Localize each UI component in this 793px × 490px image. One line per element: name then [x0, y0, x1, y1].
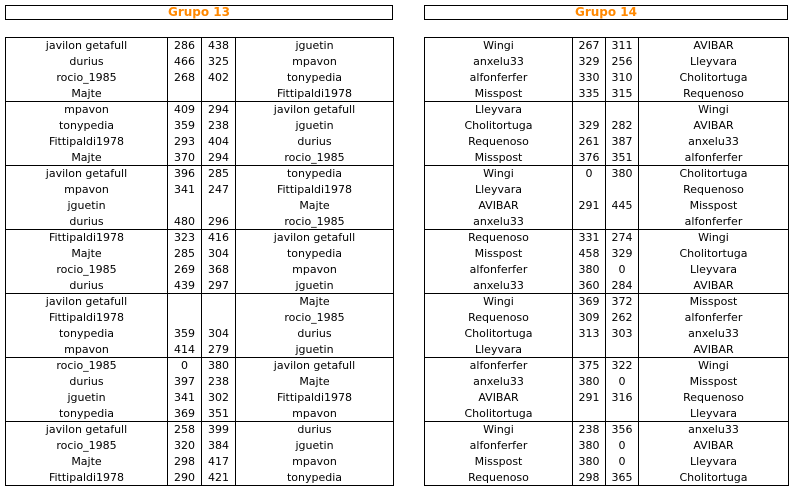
- match-row: [6, 454, 394, 470]
- match-row: [6, 150, 394, 166]
- away-player: AVIBAR: [693, 119, 734, 132]
- away-score: 284: [606, 278, 639, 294]
- away-player: Fittipaldi1978: [276, 86, 353, 100]
- away-player: tonypedia: [236, 166, 394, 182]
- match-row: [6, 390, 394, 406]
- away-score: 380: [606, 166, 639, 182]
- home-score: 269: [168, 262, 202, 278]
- home-player: Majte: [71, 86, 102, 100]
- match-row: [425, 326, 789, 342]
- away-score: [202, 294, 236, 310]
- home-player: rocio_1985: [56, 71, 117, 84]
- match-row: [425, 342, 789, 358]
- home-player: Majte: [71, 247, 102, 260]
- away-player: alfonferfer: [684, 214, 743, 228]
- home-score: 285: [168, 246, 202, 262]
- home-score: 439: [168, 278, 202, 294]
- match-row: [425, 374, 789, 390]
- away-score: 351: [202, 406, 236, 422]
- away-score: 356: [606, 422, 639, 438]
- home-score: 396: [168, 166, 202, 182]
- away-player: Fittipaldi1978: [276, 183, 353, 196]
- away-player: jguetin: [295, 439, 334, 452]
- home-score: 376: [573, 150, 606, 166]
- away-score: [202, 310, 236, 326]
- away-player: Cholitortuga: [679, 71, 748, 84]
- away-player: javilon getafull: [236, 230, 394, 246]
- away-player: durius: [297, 135, 332, 148]
- match-row: [6, 38, 394, 54]
- home-player: tonypedia: [58, 327, 115, 340]
- home-score: 286: [168, 38, 202, 54]
- match-row: [6, 406, 394, 422]
- away-player: jguetin: [295, 342, 334, 356]
- home-score: 258: [168, 422, 202, 438]
- match-row: [6, 278, 394, 294]
- home-player: javilon getafull: [6, 38, 168, 54]
- match-row: [425, 294, 789, 310]
- home-player: alfonferfer: [469, 263, 528, 276]
- home-score: 414: [168, 342, 202, 358]
- home-score: 480: [168, 214, 202, 230]
- match-row: [6, 102, 394, 118]
- home-score: 329: [573, 118, 606, 134]
- home-score: [168, 86, 202, 102]
- away-score: 417: [202, 454, 236, 470]
- home-score: 458: [573, 246, 606, 262]
- away-player: alfonferfer: [684, 150, 743, 164]
- home-player: jguetin: [67, 391, 106, 404]
- away-score: 368: [202, 262, 236, 278]
- home-player: anxelu33: [473, 55, 524, 68]
- match-row: [6, 374, 394, 390]
- match-row: [6, 86, 394, 102]
- away-score: 416: [202, 230, 236, 246]
- home-player: Lleyvara: [475, 342, 522, 356]
- away-score: 238: [202, 374, 236, 390]
- home-score: 369: [573, 294, 606, 310]
- home-score: 341: [168, 182, 202, 198]
- home-score: 335: [573, 86, 606, 102]
- match-row: [425, 422, 789, 438]
- away-player: Requenoso: [683, 391, 744, 404]
- home-player: Fittipaldi1978: [6, 230, 168, 246]
- away-player: anxelu33: [688, 135, 739, 148]
- away-score: 296: [202, 214, 236, 230]
- away-player: AVIBAR: [693, 342, 734, 356]
- home-player: rocio_1985: [56, 263, 117, 276]
- home-score: 375: [573, 358, 606, 374]
- home-score: [573, 214, 606, 230]
- away-score: 304: [202, 246, 236, 262]
- away-player: Wingi: [639, 358, 789, 374]
- home-player: jguetin: [67, 199, 106, 212]
- home-player: Misspost: [474, 455, 523, 468]
- away-player: AVIBAR: [693, 278, 734, 292]
- away-player: Cholitortuga: [639, 166, 789, 182]
- away-player: Requenoso: [683, 183, 744, 196]
- home-score: [168, 198, 202, 214]
- home-player: Fittipaldi1978: [48, 470, 125, 484]
- match-row: [425, 150, 789, 166]
- match-row: [425, 246, 789, 262]
- home-player: javilon getafull: [6, 422, 168, 438]
- results-table: [424, 37, 789, 486]
- away-player: Wingi: [639, 230, 789, 246]
- away-player: Cholitortuga: [679, 470, 748, 484]
- away-player: rocio_1985: [284, 150, 345, 164]
- match-row: [425, 198, 789, 214]
- home-player: AVIBAR: [478, 199, 519, 212]
- home-score: 313: [573, 326, 606, 342]
- match-row: [6, 118, 394, 134]
- home-player: Requenoso: [468, 470, 529, 484]
- home-player: mpavon: [6, 102, 168, 118]
- home-player: Misspost: [474, 247, 523, 260]
- match-row: [425, 38, 789, 54]
- away-player: Lleyvara: [690, 406, 737, 420]
- away-score: 294: [202, 150, 236, 166]
- away-player: rocio_1985: [284, 214, 345, 228]
- match-row: [6, 214, 394, 230]
- home-score: 0: [573, 166, 606, 182]
- away-score: 421: [202, 470, 236, 486]
- away-score: 445: [606, 198, 639, 214]
- match-row: [425, 358, 789, 374]
- away-score: 310: [606, 70, 639, 86]
- home-player: mpavon: [64, 183, 109, 196]
- match-row: [6, 294, 394, 310]
- home-player: Cholitortuga: [464, 119, 533, 132]
- home-player: durius: [69, 214, 104, 228]
- match-row: [425, 406, 789, 422]
- home-score: 360: [573, 278, 606, 294]
- match-row: [6, 438, 394, 454]
- away-player: mpavon: [292, 55, 337, 68]
- match-row: [6, 54, 394, 70]
- away-score: 0: [606, 454, 639, 470]
- match-row: [6, 262, 394, 278]
- home-score: 369: [168, 406, 202, 422]
- away-score: 365: [606, 470, 639, 486]
- match-row: [425, 438, 789, 454]
- away-score: 247: [202, 182, 236, 198]
- home-score: [168, 294, 202, 310]
- away-player: AVIBAR: [693, 439, 734, 452]
- match-row: [6, 134, 394, 150]
- away-player: Fittipaldi1978: [276, 391, 353, 404]
- home-player: rocio_1985: [56, 439, 117, 452]
- group-title: Grupo 14: [424, 5, 788, 20]
- home-score: 261: [573, 134, 606, 150]
- home-player: Lleyvara: [425, 102, 573, 118]
- home-score: 359: [168, 118, 202, 134]
- away-score: [202, 198, 236, 214]
- away-score: 279: [202, 342, 236, 358]
- away-score: 372: [606, 294, 639, 310]
- match-row: [425, 182, 789, 198]
- home-score: 466: [168, 54, 202, 70]
- away-player: anxelu33: [688, 327, 739, 340]
- match-row: [425, 454, 789, 470]
- away-player: Misspost: [689, 375, 738, 388]
- away-score: 380: [202, 358, 236, 374]
- match-row: [425, 230, 789, 246]
- home-player: Wingi: [425, 38, 573, 54]
- home-player: Cholitortuga: [464, 327, 533, 340]
- away-score: [202, 86, 236, 102]
- away-player: mpavon: [292, 263, 337, 276]
- away-score: 0: [606, 262, 639, 278]
- home-score: 380: [573, 262, 606, 278]
- away-score: 402: [202, 70, 236, 86]
- home-score: 397: [168, 374, 202, 390]
- home-score: [573, 406, 606, 422]
- away-score: 351: [606, 150, 639, 166]
- home-score: 341: [168, 390, 202, 406]
- home-score: 359: [168, 326, 202, 342]
- away-score: 0: [606, 374, 639, 390]
- home-score: 380: [573, 438, 606, 454]
- home-player: Cholitortuga: [464, 406, 533, 420]
- away-player: Misspost: [639, 294, 789, 310]
- away-score: 384: [202, 438, 236, 454]
- home-score: 268: [168, 70, 202, 86]
- away-score: [606, 214, 639, 230]
- results-table: [5, 37, 394, 486]
- match-row: [425, 134, 789, 150]
- home-score: 320: [168, 438, 202, 454]
- home-score: 331: [573, 230, 606, 246]
- match-row: [6, 470, 394, 486]
- home-score: [573, 182, 606, 198]
- home-player: tonypedia: [58, 406, 115, 420]
- away-player: Requenoso: [683, 86, 744, 100]
- away-score: [606, 406, 639, 422]
- away-score: 297: [202, 278, 236, 294]
- away-score: 329: [606, 246, 639, 262]
- match-row: [425, 118, 789, 134]
- home-player: Majte: [71, 455, 102, 468]
- away-score: 438: [202, 38, 236, 54]
- home-player: anxelu33: [473, 375, 524, 388]
- match-row: [6, 246, 394, 262]
- home-score: 291: [573, 198, 606, 214]
- home-player: durius: [69, 55, 104, 68]
- away-player: alfonferfer: [684, 311, 743, 324]
- home-score: 291: [573, 390, 606, 406]
- home-score: [168, 310, 202, 326]
- home-player: tonypedia: [58, 119, 115, 132]
- away-player: Majte: [299, 375, 330, 388]
- away-score: [606, 342, 639, 358]
- home-score: 309: [573, 310, 606, 326]
- home-player: mpavon: [64, 342, 109, 356]
- away-score: 303: [606, 326, 639, 342]
- away-score: 294: [202, 102, 236, 118]
- home-player: javilon getafull: [6, 166, 168, 182]
- home-score: 323: [168, 230, 202, 246]
- away-player: durius: [236, 422, 394, 438]
- home-score: 293: [168, 134, 202, 150]
- home-score: [573, 342, 606, 358]
- away-score: 285: [202, 166, 236, 182]
- match-row: [425, 86, 789, 102]
- away-score: 311: [606, 38, 639, 54]
- home-player: rocio_1985: [6, 358, 168, 374]
- match-row: [425, 262, 789, 278]
- home-score: 370: [168, 150, 202, 166]
- away-score: 399: [202, 422, 236, 438]
- match-row: [6, 310, 394, 326]
- match-row: [425, 278, 789, 294]
- match-row: [6, 422, 394, 438]
- away-score: 325: [202, 54, 236, 70]
- home-score: 330: [573, 70, 606, 86]
- away-player: tonypedia: [286, 247, 343, 260]
- match-row: [6, 166, 394, 182]
- away-player: anxelu33: [639, 422, 789, 438]
- home-player: Wingi: [425, 294, 573, 310]
- away-player: mpavon: [292, 455, 337, 468]
- away-player: mpavon: [292, 406, 337, 420]
- home-score: 267: [573, 38, 606, 54]
- away-player: durius: [297, 327, 332, 340]
- away-player: Majte: [236, 294, 394, 310]
- away-player: Lleyvara: [690, 455, 737, 468]
- match-row: [425, 54, 789, 70]
- away-player: Wingi: [639, 102, 789, 118]
- match-row: [6, 230, 394, 246]
- away-score: 274: [606, 230, 639, 246]
- home-player: alfonferfer: [469, 71, 528, 84]
- away-score: 282: [606, 118, 639, 134]
- home-player: Majte: [71, 150, 102, 164]
- away-player: jguetin: [295, 119, 334, 132]
- away-player: jguetin: [295, 278, 334, 292]
- away-player: javilon getafull: [236, 102, 394, 118]
- match-row: [425, 310, 789, 326]
- away-score: [606, 102, 639, 118]
- home-score: 0: [168, 358, 202, 374]
- away-player: jguetin: [236, 38, 394, 54]
- home-score: 298: [573, 470, 606, 486]
- away-score: 316: [606, 390, 639, 406]
- away-score: 404: [202, 134, 236, 150]
- away-player: javilon getafull: [236, 358, 394, 374]
- match-row: [425, 166, 789, 182]
- match-row: [425, 70, 789, 86]
- match-row: [6, 198, 394, 214]
- home-player: Requenoso: [468, 311, 529, 324]
- match-row: [6, 358, 394, 374]
- match-row: [425, 102, 789, 118]
- home-score: 238: [573, 422, 606, 438]
- away-player: rocio_1985: [284, 311, 345, 324]
- away-score: 304: [202, 326, 236, 342]
- away-score: 238: [202, 118, 236, 134]
- home-player: Requenoso: [425, 230, 573, 246]
- match-row: [425, 470, 789, 486]
- away-score: 315: [606, 86, 639, 102]
- home-player: Lleyvara: [475, 183, 522, 196]
- home-player: anxelu33: [473, 278, 524, 292]
- home-player: alfonferfer: [469, 439, 528, 452]
- home-player: Misspost: [474, 86, 523, 100]
- home-score: [573, 102, 606, 118]
- home-player: alfonferfer: [425, 358, 573, 374]
- home-player: Wingi: [425, 166, 573, 182]
- group-title: Grupo 13: [5, 5, 393, 20]
- away-score: 322: [606, 358, 639, 374]
- away-player: Cholitortuga: [679, 247, 748, 260]
- home-score: 380: [573, 454, 606, 470]
- match-row: [6, 342, 394, 358]
- away-player: Lleyvara: [690, 55, 737, 68]
- home-player: Requenoso: [468, 135, 529, 148]
- home-player: Fittipaldi1978: [48, 135, 125, 148]
- match-row: [6, 326, 394, 342]
- match-row: [6, 182, 394, 198]
- away-score: 262: [606, 310, 639, 326]
- home-player: Fittipaldi1978: [48, 311, 125, 324]
- home-player: durius: [69, 278, 104, 292]
- home-score: 329: [573, 54, 606, 70]
- away-score: 387: [606, 134, 639, 150]
- home-player: durius: [69, 375, 104, 388]
- home-score: 409: [168, 102, 202, 118]
- home-player: anxelu33: [473, 214, 524, 228]
- match-row: [425, 214, 789, 230]
- home-player: javilon getafull: [6, 294, 168, 310]
- away-score: 302: [202, 390, 236, 406]
- match-row: [425, 390, 789, 406]
- home-score: 290: [168, 470, 202, 486]
- home-player: Wingi: [425, 422, 573, 438]
- away-player: Misspost: [689, 199, 738, 212]
- away-player: Lleyvara: [690, 263, 737, 276]
- home-score: 380: [573, 374, 606, 390]
- away-player: tonypedia: [286, 71, 343, 84]
- away-player: Majte: [299, 199, 330, 212]
- home-score: 298: [168, 454, 202, 470]
- home-player: AVIBAR: [478, 391, 519, 404]
- away-score: 0: [606, 438, 639, 454]
- away-player: AVIBAR: [639, 38, 789, 54]
- away-score: [606, 182, 639, 198]
- away-player: tonypedia: [286, 470, 343, 484]
- match-row: [6, 70, 394, 86]
- home-player: Misspost: [474, 150, 523, 164]
- away-score: 256: [606, 54, 639, 70]
